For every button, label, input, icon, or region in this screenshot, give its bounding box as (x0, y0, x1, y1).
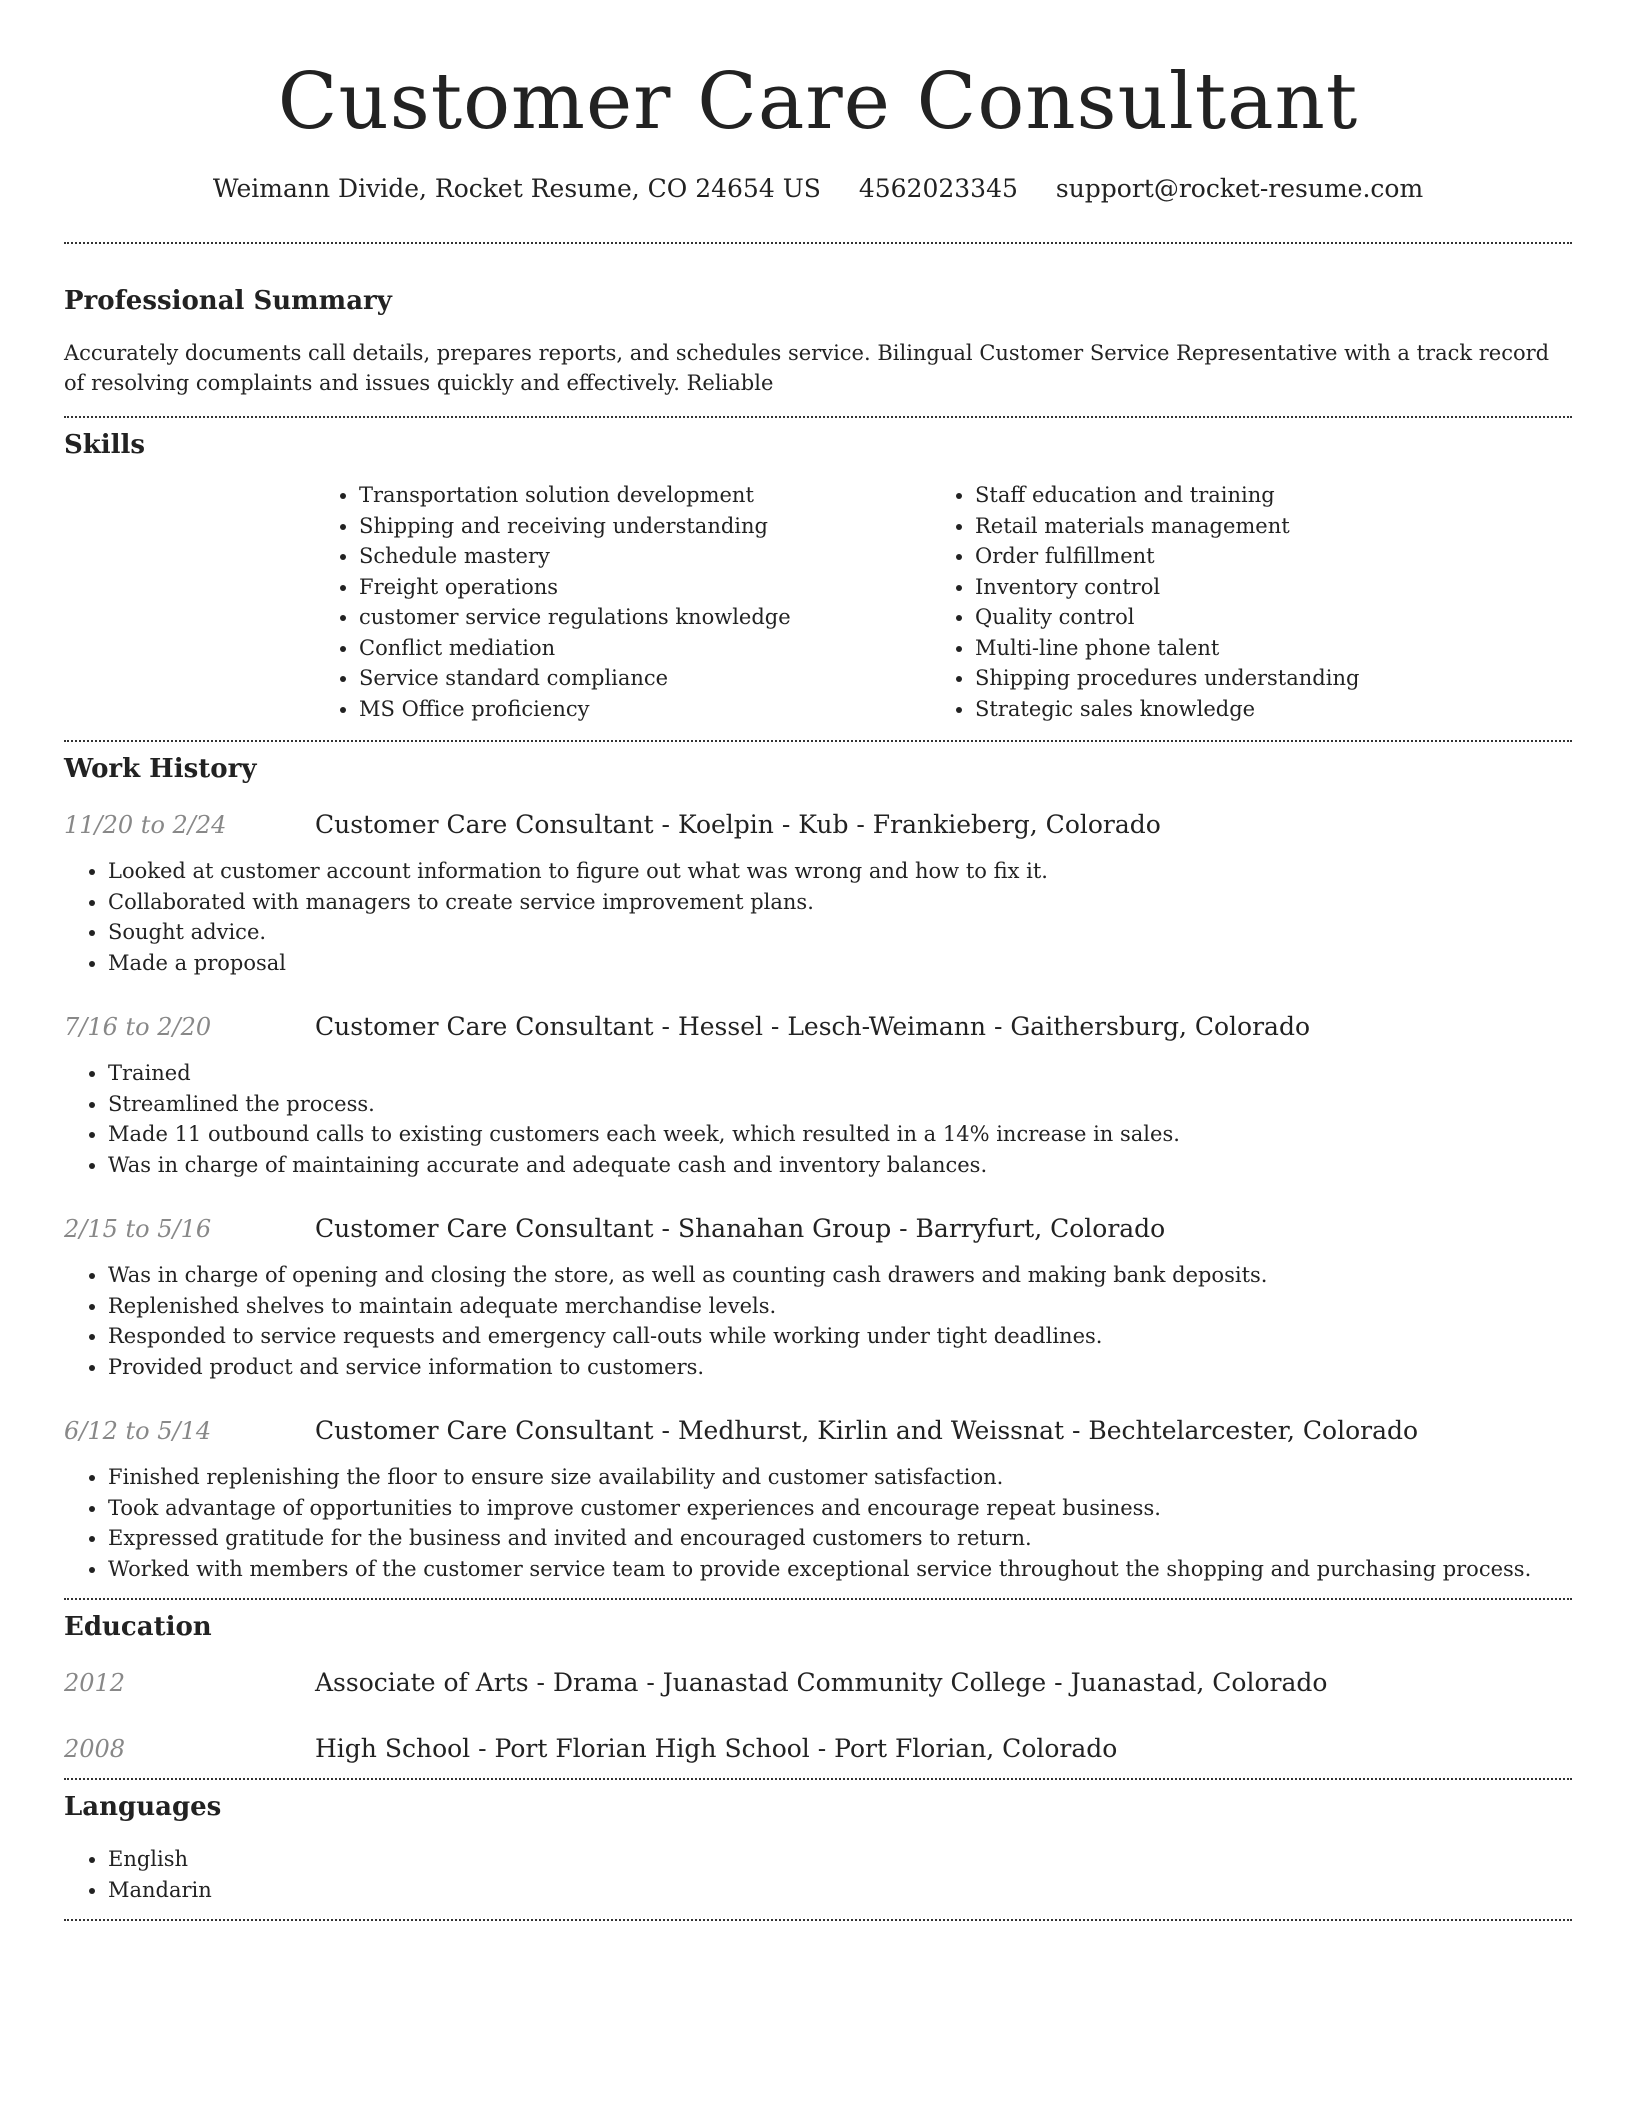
job-bullet: • Made 11 outbound calls to existing customers each week, which resulted in a 14% increase in sales. (108, 1119, 1572, 1150)
separator: - (653, 1214, 678, 1243)
work-history-section (64, 742, 1572, 1598)
skill-item: • Shipping procedures understanding (975, 663, 1547, 694)
job-bullet: • Finished replenishing the floor to ensure size availability and customer satisfaction. (108, 1462, 1572, 1493)
job-dates: 2/15 to 5/16 (64, 1215, 212, 1243)
skills-list (315, 480, 1572, 724)
job-entry (64, 1414, 1572, 1584)
education-year: 2012 (64, 1669, 126, 1697)
job-bullet: • Trained (108, 1058, 1572, 1089)
education-entry (64, 1666, 1572, 1700)
job-heading (315, 1414, 1418, 1448)
job-entry (64, 1212, 1572, 1382)
job-bullet: • Collaborated with managers to create service improvement plans. (108, 887, 1572, 918)
education-section (64, 1600, 1572, 1778)
job-company: Hessel - Lesch-Weimann - Gaithersburg, Colorado (677, 1012, 1311, 1041)
separator: - (470, 1734, 495, 1763)
skills-section (64, 418, 1572, 740)
job-company: Koelpin - Kub - Frankieberg, Colorado (677, 810, 1161, 839)
section-title: Education (64, 1612, 212, 1642)
job-dates: 6/12 to 5/14 (64, 1417, 212, 1445)
job-entry (64, 808, 1572, 978)
job-bullet: • Was in charge of opening and closing the store, as well as counting cash drawers and making bank deposits. (108, 1260, 1572, 1291)
job-title: Customer Care Consultant (315, 1214, 654, 1243)
skill-item: • Staff education and training (975, 480, 1547, 511)
section-title: Skills (64, 430, 146, 460)
education-heading (315, 1666, 1327, 1700)
job-bullet: • Responded to service requests and emergency call-outs while working under tight deadlines. (108, 1321, 1572, 1352)
skill-item: • Transportation solution development (359, 480, 931, 511)
skill-item: • Multi-line phone talent (975, 633, 1547, 664)
job-title: Customer Care Consultant (315, 810, 654, 839)
separator: - (653, 810, 678, 839)
job-bullet: • Took advantage of opportunities to improve customer experiences and encourage repeat business. (108, 1493, 1572, 1524)
job-bullet: • Expressed gratitude for the business and invited and encouraged customers to return. (108, 1523, 1572, 1554)
skill-item: • Freight operations (359, 572, 931, 603)
education-details: Drama - Juanastad Community College - Juanastad, Colorado (552, 1668, 1328, 1697)
job-bullet: • Looked at customer account information to figure out what was wrong and how to fix it. (108, 856, 1572, 887)
job-bullet: • Was in charge of maintaining accurate and adequate cash and inventory balances. (108, 1150, 1572, 1181)
job-entry (64, 1010, 1572, 1180)
skill-item: • Conflict mediation (359, 633, 931, 664)
skills-column-left (315, 480, 931, 724)
job-company: Shanahan Group - Barryfurt, Colorado (677, 1214, 1166, 1243)
education-heading (315, 1732, 1117, 1766)
languages-section (64, 1780, 1572, 1919)
job-dates: 7/16 to 2/20 (64, 1013, 212, 1041)
candidate-name: Customer Care Consultant (277, 57, 1359, 147)
section-title: Languages (64, 1792, 222, 1822)
job-title: Customer Care Consultant (315, 1416, 654, 1445)
skills-column-right (931, 480, 1547, 724)
degree: Associate of Arts (315, 1668, 529, 1697)
skill-item: • Service standard compliance (359, 663, 931, 694)
language-item: • English (108, 1844, 1572, 1875)
skill-item: • Shipping and receiving understanding (359, 511, 931, 542)
skill-item: • Quality control (975, 602, 1547, 633)
separator: - (528, 1668, 553, 1697)
job-company: Medhurst, Kirlin and Weissnat - Bechtelarcester, Colorado (677, 1416, 1419, 1445)
job-bullet: • Provided product and service information to customers. (108, 1352, 1572, 1383)
skill-item: • MS Office proficiency (359, 694, 931, 725)
education-details: Port Florian High School - Port Florian, Colorado (494, 1734, 1118, 1763)
skill-item: • Schedule mastery (359, 541, 931, 572)
language-item: • Mandarin (108, 1875, 1572, 1906)
resume-page (64, 0, 1572, 1921)
skill-item: • Strategic sales knowledge (975, 694, 1547, 725)
job-bullet: • Worked with members of the customer service team to provide exceptional service throughout the shopping and purchasing process. (108, 1554, 1572, 1585)
contact-line (64, 172, 1572, 206)
job-bullet: • Made a proposal (108, 948, 1572, 979)
job-heading (315, 808, 1161, 842)
job-bullet: • Streamlined the process. (108, 1089, 1572, 1120)
summary-section (64, 244, 1572, 416)
job-heading (315, 1010, 1310, 1044)
job-title: Customer Care Consultant (315, 1012, 654, 1041)
degree: High School (315, 1734, 471, 1763)
education-entry (64, 1732, 1572, 1766)
section-title: Professional Summary (64, 286, 392, 316)
skill-item: • Inventory control (975, 572, 1547, 603)
section-title: Work History (64, 754, 257, 784)
skill-item: • Retail materials management (975, 511, 1547, 542)
skill-item: • Order fulfillment (975, 541, 1547, 572)
separator: - (653, 1416, 678, 1445)
job-dates: 11/20 to 2/24 (64, 811, 227, 839)
job-heading (315, 1212, 1165, 1246)
divider (64, 1919, 1572, 1921)
job-bullet: • Sought advice. (108, 917, 1572, 948)
phone: 4562023345 (858, 174, 1018, 203)
summary-text: Accurately documents call details, prepares reports, and schedules service. Bilingual Customer Service Representative with a track record of resolving complaints and issues quickly and effectively. Reliable (64, 341, 1550, 395)
skill-item: • customer service regulations knowledge (359, 602, 931, 633)
separator: - (653, 1012, 678, 1041)
job-bullet: • Replenished shelves to maintain adequate merchandise levels. (108, 1291, 1572, 1322)
email: support@rocket-resume.com (1055, 174, 1424, 203)
education-year: 2008 (64, 1735, 126, 1763)
address: Weimann Divide, Rocket Resume, CO 24654 US (212, 174, 821, 203)
